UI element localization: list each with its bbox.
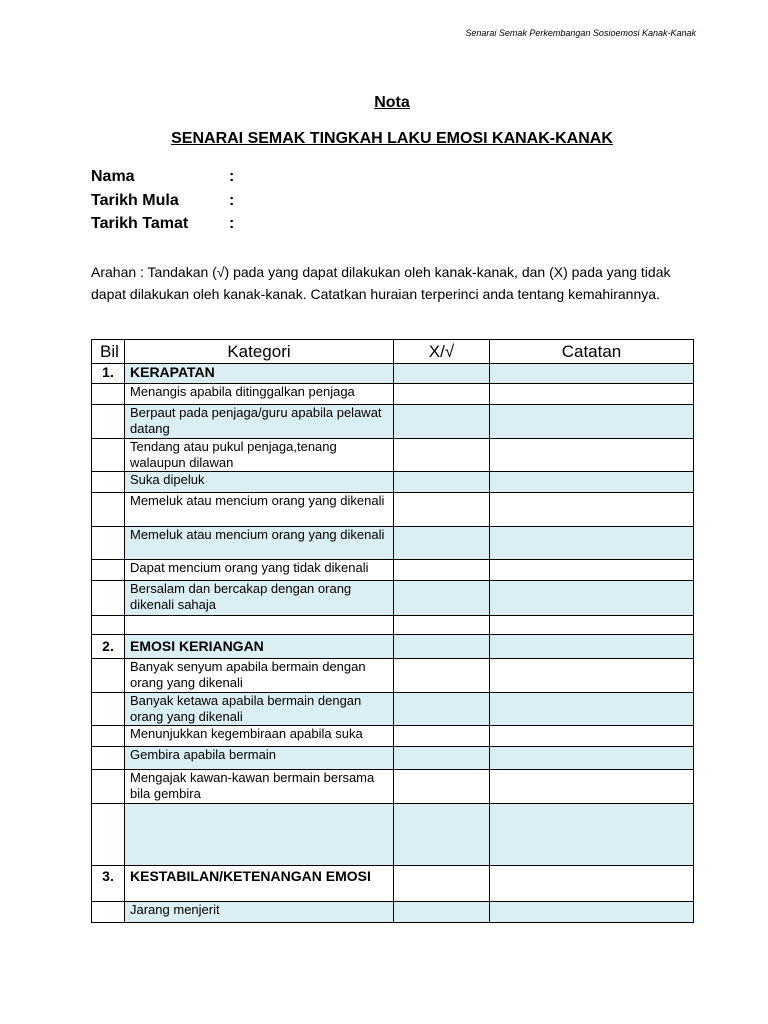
num-cell bbox=[92, 804, 125, 866]
field-nama bbox=[91, 168, 234, 186]
item-label bbox=[125, 616, 394, 635]
mark-cell[interactable] bbox=[394, 581, 490, 616]
table-row bbox=[92, 659, 694, 693]
field-label: Nama bbox=[91, 168, 135, 185]
mark-cell[interactable] bbox=[394, 726, 490, 747]
table-row bbox=[92, 493, 694, 527]
section-row-emosi-keriangan bbox=[92, 635, 694, 659]
num-cell bbox=[92, 560, 125, 581]
mark-cell[interactable] bbox=[394, 616, 490, 635]
num-cell bbox=[92, 693, 125, 726]
num-cell bbox=[92, 439, 125, 472]
notes-cell[interactable] bbox=[490, 472, 694, 493]
section-number: 1. bbox=[92, 364, 125, 384]
item-label: Memeluk atau mencium orang yang dikenali bbox=[125, 527, 394, 560]
item-label: Jarang menjerit bbox=[125, 902, 394, 923]
num-cell bbox=[92, 493, 125, 527]
section-row-kerapatan bbox=[92, 364, 694, 384]
mark-cell[interactable] bbox=[394, 384, 490, 405]
notes-cell[interactable] bbox=[490, 804, 694, 866]
num-cell bbox=[92, 726, 125, 747]
table-header-row bbox=[92, 340, 694, 364]
mark-cell[interactable] bbox=[394, 902, 490, 923]
field-label: Tarikh Tamat bbox=[91, 215, 189, 232]
num-cell bbox=[92, 581, 125, 616]
mark-cell[interactable] bbox=[394, 364, 490, 384]
notes-cell[interactable] bbox=[490, 866, 694, 902]
section-title: EMOSI KERIANGAN bbox=[125, 635, 394, 659]
item-label: Banyak ketawa apabila bermain dengan orang yang dikenali bbox=[125, 693, 394, 726]
item-label bbox=[125, 804, 394, 866]
document-title: SENARAI SEMAK TINGKAH LAKU EMOSI KANAK-KANAK bbox=[171, 130, 613, 147]
running-header: Senarai Semak Perkembangan Sosioemosi Kanak-Kanak bbox=[465, 28, 696, 38]
notes-cell[interactable] bbox=[490, 616, 694, 635]
table-row bbox=[92, 581, 694, 616]
notes-cell[interactable] bbox=[490, 560, 694, 581]
section-number: 2. bbox=[92, 635, 125, 659]
notes-cell[interactable] bbox=[490, 693, 694, 726]
table-row bbox=[92, 405, 694, 439]
mark-cell[interactable] bbox=[394, 747, 490, 770]
mark-cell[interactable] bbox=[394, 804, 490, 866]
field-label: Tarikh Mula bbox=[91, 192, 179, 209]
num-cell bbox=[92, 659, 125, 693]
mark-cell[interactable] bbox=[394, 770, 490, 804]
num-cell bbox=[92, 902, 125, 923]
notes-cell[interactable] bbox=[490, 659, 694, 693]
notes-cell[interactable] bbox=[490, 493, 694, 527]
mark-cell[interactable] bbox=[394, 560, 490, 581]
table-row bbox=[92, 770, 694, 804]
table-row bbox=[92, 616, 694, 635]
mark-cell[interactable] bbox=[394, 635, 490, 659]
col-header-mark: X/√ bbox=[394, 340, 490, 364]
mark-cell[interactable] bbox=[394, 866, 490, 902]
item-label: Banyak senyum apabila bermain dengan orang yang dikenali bbox=[125, 659, 394, 693]
table-row bbox=[92, 384, 694, 405]
field-colon: : bbox=[229, 192, 235, 209]
item-label: Memeluk atau mencium orang yang dikenali bbox=[125, 493, 394, 527]
num-cell bbox=[92, 384, 125, 405]
num-cell bbox=[92, 616, 125, 635]
table-row bbox=[92, 560, 694, 581]
item-label: Berpaut pada penjaga/guru apabila pelawat datang bbox=[125, 405, 394, 439]
field-tarikh-mula bbox=[91, 192, 234, 210]
table-row bbox=[92, 472, 694, 493]
notes-cell[interactable] bbox=[490, 726, 694, 747]
notes-cell[interactable] bbox=[490, 439, 694, 472]
section-row-kestabilan bbox=[92, 866, 694, 902]
mark-cell[interactable] bbox=[394, 493, 490, 527]
notes-cell[interactable] bbox=[490, 635, 694, 659]
item-label: Tendang atau pukul penjaga,tenang walaupun dilawan bbox=[125, 439, 394, 472]
notes-cell[interactable] bbox=[490, 902, 694, 923]
mark-cell[interactable] bbox=[394, 659, 490, 693]
notes-cell[interactable] bbox=[490, 527, 694, 560]
num-cell bbox=[92, 405, 125, 439]
num-cell bbox=[92, 472, 125, 493]
num-cell bbox=[92, 747, 125, 770]
item-label: Menunjukkan kegembiraan apabila suka bbox=[125, 726, 394, 747]
table-row bbox=[92, 439, 694, 472]
col-header-kategori: Kategori bbox=[125, 340, 394, 364]
mark-cell[interactable] bbox=[394, 527, 490, 560]
num-cell bbox=[92, 770, 125, 804]
col-header-catatan: Catatan bbox=[490, 340, 694, 364]
table-row bbox=[92, 527, 694, 560]
notes-cell[interactable] bbox=[490, 384, 694, 405]
item-label: Gembira apabila bermain bbox=[125, 747, 394, 770]
table-row bbox=[92, 902, 694, 923]
mark-cell[interactable] bbox=[394, 472, 490, 493]
section-title: KESTABILAN/KETENANGAN EMOSI bbox=[125, 866, 394, 902]
field-colon: : bbox=[229, 215, 235, 232]
item-label: Bersalam dan bercakap dengan orang dikenali sahaja bbox=[125, 581, 394, 616]
nota-heading: Nota bbox=[374, 94, 410, 111]
checklist-table bbox=[91, 339, 694, 923]
field-colon: : bbox=[229, 168, 235, 185]
section-number: 3. bbox=[92, 866, 125, 902]
num-cell bbox=[92, 527, 125, 560]
notes-cell[interactable] bbox=[490, 364, 694, 384]
mark-cell[interactable] bbox=[394, 693, 490, 726]
instructions-text: Arahan : Tandakan (√) pada yang dapat dilakukan oleh kanak-kanak, dan (X) pada yang tidak dapat dilakukan oleh kanak-kanak. Catatkan huraian terperinci anda tentang kemahirannya. bbox=[91, 264, 671, 302]
notes-cell[interactable] bbox=[490, 770, 694, 804]
item-label: Menangis apabila ditinggalkan penjaga bbox=[125, 384, 394, 405]
section-title: KERAPATAN bbox=[125, 364, 394, 384]
item-label: Dapat mencium orang yang tidak dikenali bbox=[125, 560, 394, 581]
table-row bbox=[92, 804, 694, 866]
mark-cell[interactable] bbox=[394, 439, 490, 472]
table-row bbox=[92, 693, 694, 726]
table-row bbox=[92, 747, 694, 770]
item-label: Suka dipeluk bbox=[125, 472, 394, 493]
col-header-bil: Bil bbox=[92, 340, 125, 364]
mark-cell[interactable] bbox=[394, 405, 490, 439]
item-label: Mengajak kawan-kawan bermain bersama bila gembira bbox=[125, 770, 394, 804]
notes-cell[interactable] bbox=[490, 747, 694, 770]
notes-cell[interactable] bbox=[490, 405, 694, 439]
field-tarikh-tamat bbox=[91, 215, 234, 233]
table-row bbox=[92, 726, 694, 747]
notes-cell[interactable] bbox=[490, 581, 694, 616]
